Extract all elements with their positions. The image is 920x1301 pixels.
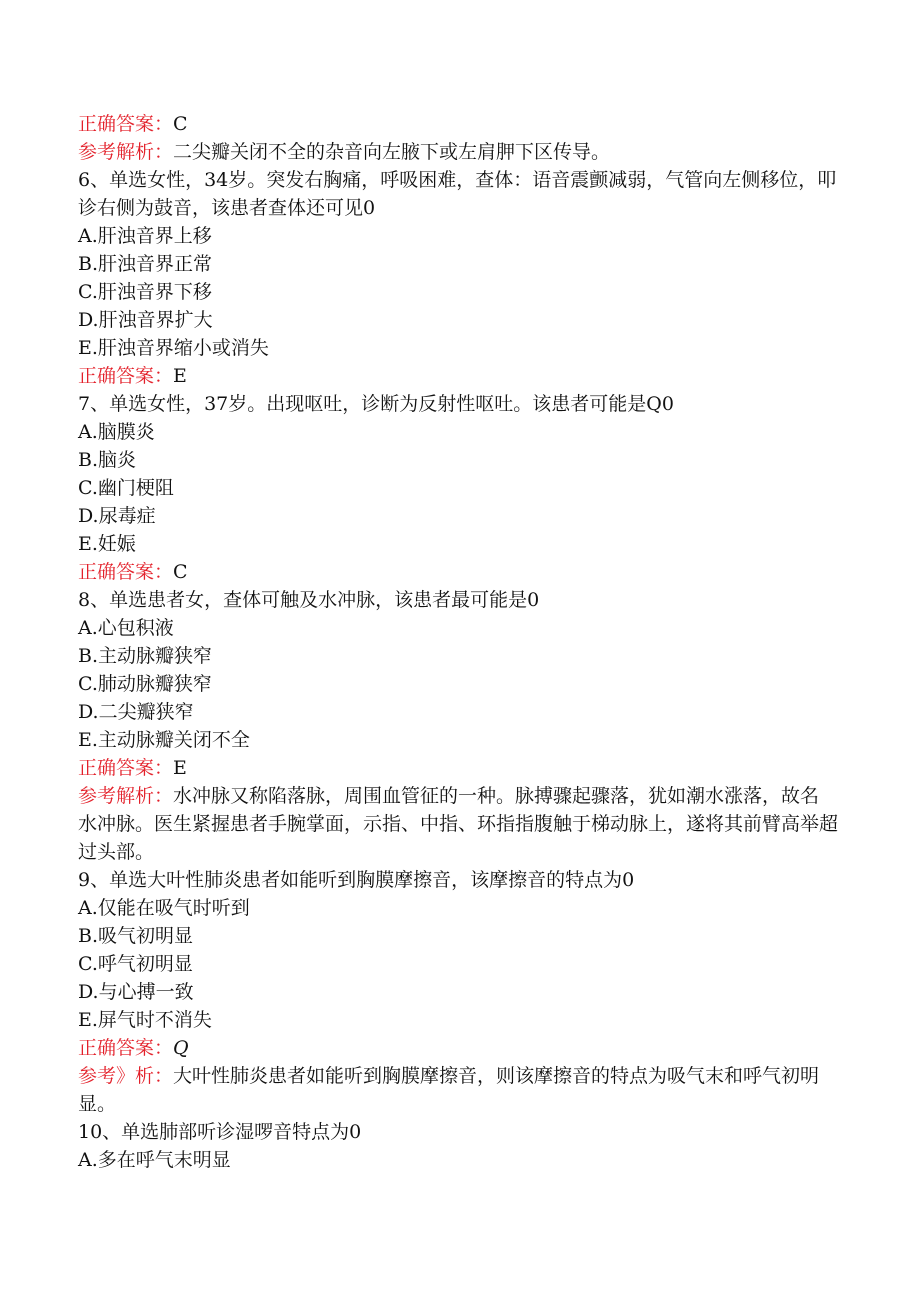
answer-option: E.肝浊音界缩小或消失 — [78, 337, 269, 359]
answer-option: B.肝浊音界正常 — [78, 253, 213, 275]
document-page — [78, 110, 838, 1174]
answer-option: A.仅能在吸气时听到 — [78, 897, 250, 919]
answer-option: D.与心搏一致 — [78, 981, 194, 1003]
answer-label: 正确答案： — [78, 1037, 174, 1059]
answer-label: 正确答案： — [78, 757, 174, 779]
answer-option: B.吸气初明显 — [78, 925, 194, 947]
answer-value: Q — [173, 1037, 189, 1059]
question-stem: 9、单选大叶性肺炎患者如能听到胸膜摩擦音，该摩擦音的特点为0 — [78, 869, 635, 891]
answer-option: C.肝浊音界下移 — [78, 281, 212, 303]
answer-value: C — [173, 113, 188, 135]
explanation-text: 水冲脉又称陷落脉，周围血管征的一种。脉搏骤起骤落，犹如潮水涨落，故名水冲脉。医生紧握患者手腕掌面，示指、中指、环指指腹触于梯动脉上，遂将其前臂高举超过头部。 — [78, 785, 839, 863]
answer-label: 正确答案： — [78, 561, 174, 583]
explanation-paragraph — [78, 138, 838, 166]
answer-label: 正确答案： — [78, 113, 174, 135]
question-stem: 6、单选女性，34岁。突发右胸痛，呼吸困难，查体：语音震颤减弱，气管向左侧移位，叩诊右侧为鼓音，该患者查体还可见0 — [78, 169, 837, 219]
answer-line — [78, 1034, 838, 1062]
answer-line — [78, 754, 838, 782]
question-stem: 7、单选女性，37岁。出现呕吐，诊断为反射性呕吐。该患者可能是Q0 — [78, 393, 674, 415]
explanation-label: 参考解析： — [78, 785, 174, 807]
question-stem: 8、单选患者女，查体可触及水冲脉，该患者最可能是0 — [78, 589, 540, 611]
answer-option: A.肝浊音界上移 — [78, 225, 212, 247]
answer-option: D.肝浊音界扩大 — [78, 309, 213, 331]
explanation-label: 参考》析： — [78, 1065, 174, 1087]
answer-option: A.脑膜炎 — [78, 421, 155, 443]
answer-option: A.心包积液 — [78, 617, 174, 639]
answer-option: D.二尖瓣狭窄 — [78, 701, 194, 723]
answer-option: B.脑炎 — [78, 449, 137, 471]
answer-line — [78, 558, 838, 586]
explanation-text: 二尖瓣关闭不全的杂音向左腋下或左肩胛下区传导。 — [173, 141, 611, 163]
answer-option: D.尿毒症 — [78, 505, 156, 527]
answer-option: E.屏气时不消失 — [78, 1009, 212, 1031]
explanation-text: 大叶性肺炎患者如能听到胸膜摩擦音，则该摩擦音的特点为吸气末和呼气初明显。 — [78, 1065, 820, 1115]
answer-option: A.多在呼气末明显 — [78, 1149, 231, 1171]
question-stem: 10、单选肺部听诊湿啰音特点为0 — [78, 1121, 362, 1143]
answer-option: B.主动脉瓣狭窄 — [78, 645, 213, 667]
explanation-paragraph — [78, 782, 838, 866]
explanation-label: 参考解析： — [78, 141, 174, 163]
answer-label: 正确答案： — [78, 365, 174, 387]
answer-line — [78, 362, 838, 390]
answer-option: C.幽门梗阻 — [78, 477, 174, 499]
answer-value: C — [173, 561, 188, 583]
answer-option: E.主动脉瓣关闭不全 — [78, 729, 250, 751]
answer-option: C.肺动脉瓣狭窄 — [78, 673, 212, 695]
answer-value: E — [173, 365, 187, 387]
answer-value: E — [173, 757, 187, 779]
answer-option: E.妊娠 — [78, 533, 136, 555]
answer-line — [78, 110, 838, 138]
explanation-paragraph — [78, 1062, 838, 1118]
answer-option: C.呼气初明显 — [78, 953, 193, 975]
